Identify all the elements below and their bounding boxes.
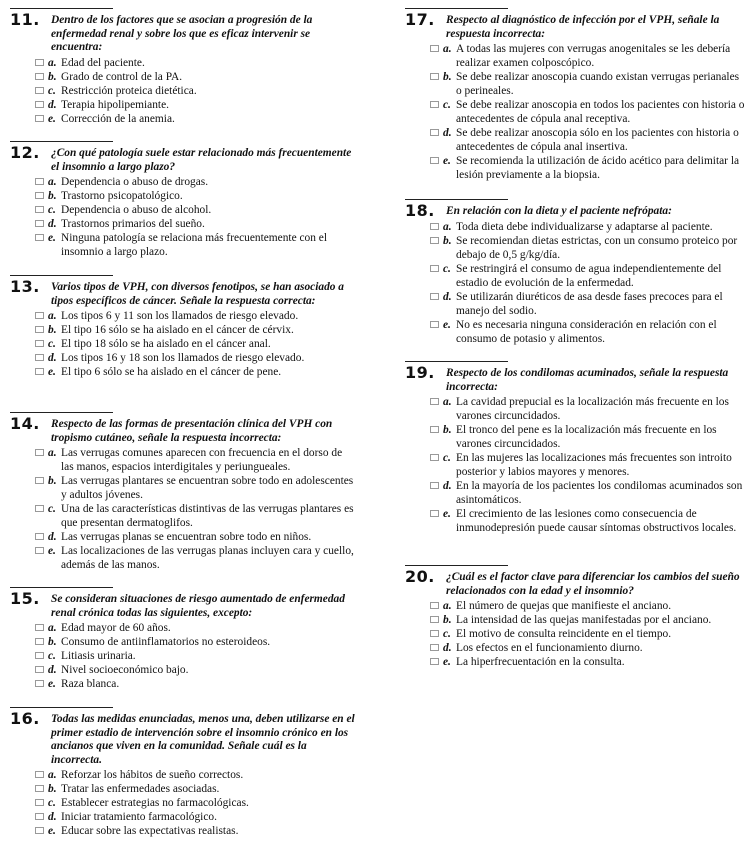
question-number: 12. [10,143,40,162]
checkbox[interactable] [430,644,439,651]
option-b[interactable] [35,70,355,84]
question-text: Respecto al diagnóstico de infección por el VPH, señale la respuesta incorrecta: [446,14,720,40]
option-letter: b. [48,475,57,487]
question-text: Se consideran situaciones de riesgo aumentado de enfermedad renal crónica todas las siguientes, excepto: [51,593,345,619]
option-text: Reforzar los hábitos de sueño correctos. [61,769,244,781]
question-header [10,412,355,445]
question-number: 11. [10,10,40,29]
question-text: Respecto de las formas de presentación clínica del VPH con tropismo cutáneo, señale la respuesta incorrecta: [51,418,333,444]
option-letter: a. [48,176,57,188]
option-c[interactable] [430,627,745,641]
question-number: 18. [405,201,435,220]
option-a[interactable] [430,220,745,234]
options-list [35,56,355,126]
checkbox[interactable] [35,638,44,645]
question-text: En relación con la dieta y el paciente nefrópata: [446,205,672,217]
option-text: Iniciar tratamiento farmacológico. [61,811,217,823]
question-header [405,361,745,394]
option-text: Educar sobre las expectativas realistas. [61,825,239,837]
option-text: El tipo 16 sólo se ha aislado en el cáncer de cérvix. [61,324,294,336]
option-letter: e. [48,366,56,378]
option-b[interactable] [430,234,745,262]
checkbox[interactable] [35,666,44,673]
option-text: No es necesaria ninguna consideración en relación con el consumo de potasio y alimentos. [456,318,717,345]
option-text: En las mujeres las localizaciones más frecuentes son introito posterior y labios mayores y menores. [456,452,732,478]
option-b[interactable] [430,423,745,451]
option-b[interactable] [35,323,355,337]
option-letter: e. [443,318,451,331]
option-text: Establecer estrategias no farmacológicas. [61,797,249,809]
checkbox[interactable] [35,827,44,834]
option-a[interactable] [35,56,355,70]
question-header [10,707,355,767]
question-block [10,707,355,838]
checkbox[interactable] [35,59,44,66]
question-block [10,141,355,259]
checkbox[interactable] [35,87,44,94]
question-header [10,8,355,55]
option-text: Corrección de la anemia. [61,112,175,125]
option-c[interactable] [35,796,355,810]
option-e[interactable] [430,507,745,535]
question-number: 13. [10,277,40,296]
option-text: Grado de control de la PA. [61,70,183,83]
option-e[interactable] [35,112,355,126]
option-text: A todas las mujeres con verrugas anogenitales se les debería realizar examen colposcópico. [456,43,731,69]
option-d[interactable] [430,641,745,655]
option-e[interactable] [35,231,355,259]
question-header [405,199,745,219]
option-letter: a. [443,43,452,55]
option-b[interactable] [35,189,355,203]
option-a[interactable] [430,599,745,613]
option-text: Consumo de antiinflamatorios no esteroideos. [61,636,271,648]
option-letter: a. [443,220,452,233]
options-list [35,175,355,259]
question-block [10,275,355,379]
option-letter: d. [48,98,57,111]
option-text: La intensidad de las quejas manifestadas por el anciano. [456,614,712,626]
option-letter: d. [443,290,452,303]
option-e[interactable] [430,154,745,182]
option-text: Se recomienda la utilización de ácido acético para delimitar la lesión previamente a la biopsia. [456,155,740,181]
option-text: Las localizaciones de las verrugas planas incluyen cara y cuello, además de las manos. [61,545,354,571]
checkbox[interactable] [35,312,44,319]
checkbox[interactable] [430,237,439,244]
checkbox[interactable] [430,426,439,433]
checkbox[interactable] [35,115,44,122]
question-block [10,412,355,572]
options-list [430,395,745,535]
option-a[interactable] [35,309,355,323]
option-letter: e. [48,678,56,690]
option-c[interactable] [430,451,745,479]
option-text: La cavidad prepucial es la localización más frecuente en los varones circuncidados. [456,396,729,422]
option-text: Nivel socioeconómico bajo. [61,664,189,676]
checkbox[interactable] [35,799,44,806]
option-text: Dependencia o abuso de drogas. [61,176,209,188]
question-text: Todas las medidas enunciadas, menos una, deben utilizarse en el primer estadio de intervención sobre el insomnio crónico en los ancianos que viven en la comunidad. Señale cuál es la incorrecta. [51,713,355,766]
question-header [405,8,745,41]
checkbox[interactable] [35,449,44,456]
checkbox[interactable] [35,326,44,333]
question-text: Respecto de los condilomas acuminados, señale la respuesta incorrecta: [446,367,729,393]
checkbox[interactable] [35,477,44,484]
option-text: Restricción proteica dietética. [61,84,197,97]
option-text: El tronco del pene es la localización más frecuente en los varones circuncidados. [456,424,717,450]
checkbox[interactable] [430,73,439,80]
option-text: Se recomiendan dietas estrictas, con un consumo proteico por debajo de 0,5 g/kg/día. [456,234,738,261]
option-letter: b. [48,636,57,648]
checkbox[interactable] [35,220,44,227]
option-text: En la mayoría de los pacientes los condilomas acuminados son asintomáticos. [456,480,743,506]
option-a[interactable] [35,621,355,635]
option-letter: d. [443,127,452,139]
option-text: Edad del paciente. [61,56,145,69]
option-text: Se debe realizar anoscopia sólo en los pacientes con historia o antecedentes de cópula anal insertiva. [456,127,739,153]
option-letter: c. [48,503,56,515]
option-letter: a. [48,447,57,459]
option-e[interactable] [430,318,745,346]
option-text: El tipo 6 sólo se ha aislado en el cáncer de pene. [61,366,282,378]
option-letter: c. [443,628,451,640]
option-letter: e. [48,825,56,837]
checkbox[interactable] [35,785,44,792]
option-letter: b. [48,190,57,202]
option-letter: c. [443,452,451,464]
option-a[interactable] [35,446,355,474]
option-letter: d. [443,642,452,654]
option-letter: d. [48,531,57,543]
option-letter: b. [443,234,452,247]
option-d[interactable] [35,98,355,112]
checkbox[interactable] [430,510,439,517]
question-text: Dentro de los factores que se asocian a progresión de la enfermedad renal y sobre los que es eficaz intervenir se encuentra: [51,14,313,53]
option-letter: e. [48,545,56,557]
option-text: Terapia hipolipemiante. [61,98,170,111]
option-text: Las verrugas plantares se encuentran sobre todo en adolescentes y adultos jóvenes. [61,475,354,501]
option-text: El tipo 18 sólo se ha aislado en el cáncer anal. [61,338,271,350]
option-d[interactable] [35,663,355,677]
option-letter: a. [48,769,57,781]
option-text: El crecimiento de las lesiones como consecuencia de inmunodepresión puede causar síntomas obstructivos locales. [456,508,737,534]
checkbox[interactable] [35,547,44,554]
option-text: La hiperfrecuentación en la consulta. [456,656,625,668]
option-text: El número de quejas que manifieste el anciano. [456,600,672,612]
option-c[interactable] [35,84,355,98]
checkbox[interactable] [35,73,44,80]
checkbox[interactable] [35,340,44,347]
question-text: ¿Con qué patología suele estar relacionado más frecuentemente el insomnio a largo plazo? [51,147,352,173]
option-b[interactable] [430,613,745,627]
options-list [35,768,355,838]
option-b[interactable] [35,782,355,796]
option-letter: d. [48,664,57,676]
checkbox[interactable] [430,616,439,623]
checkbox[interactable] [430,398,439,405]
option-text: Trastorno psicopatológico. [61,190,183,202]
question-text: Varios tipos de VPH, con diversos fenotipos, se han asociado a tipos específicos de cáncer. Señale la respuesta correcta: [51,281,345,307]
checkbox[interactable] [35,771,44,778]
question-header [405,565,745,598]
option-letter: b. [443,424,452,436]
option-text: Se debe realizar anoscopia cuando existan verrugas perianales o perineales. [456,71,740,97]
option-d[interactable] [35,530,355,544]
option-letter: d. [48,811,57,823]
option-letter: c. [48,84,56,97]
options-list [35,309,355,379]
option-e[interactable] [35,365,355,379]
options-list [430,220,745,346]
option-text: Los tipos 16 y 18 son los llamados de riesgo elevado. [61,352,305,364]
option-text: Ninguna patología se relaciona más frecuentemente con el insomnio a largo plazo. [61,232,327,258]
checkbox[interactable] [35,533,44,540]
checkbox[interactable] [430,321,439,328]
option-letter: a. [48,622,57,634]
question-block [10,8,355,126]
question-text: ¿Cuál es el factor clave para diferenciar los cambios del sueño relacionados con la edad y el insomnio? [446,571,740,597]
option-c[interactable] [35,203,355,217]
option-letter: a. [443,396,452,408]
option-text: Los efectos en el funcionamiento diurno. [456,642,643,654]
checkbox[interactable] [430,129,439,136]
option-a[interactable] [430,395,745,423]
question-header [10,141,355,174]
option-e[interactable] [430,655,745,669]
option-letter: a. [48,56,57,69]
options-list [35,446,355,572]
checkbox[interactable] [35,178,44,185]
checkbox[interactable] [35,680,44,687]
question-block [405,361,745,535]
checkbox[interactable] [430,602,439,609]
checkbox[interactable] [430,45,439,52]
question-header [10,275,355,308]
checkbox[interactable] [35,354,44,361]
checkbox[interactable] [35,101,44,108]
option-letter: c. [48,650,56,662]
checkbox[interactable] [35,652,44,659]
option-e[interactable] [35,824,355,838]
option-text: Las verrugas comunes aparecen con frecuencia en el dorso de las manos, espacios interdigitales y periungueales. [61,447,343,473]
option-text: El motivo de consulta reincidente en el tiempo. [456,628,672,640]
question-number: 14. [10,414,40,433]
option-letter: d. [443,480,452,492]
option-a[interactable] [35,175,355,189]
question-number: 15. [10,589,40,608]
question-block [10,587,355,691]
option-a[interactable] [35,768,355,782]
checkbox[interactable] [430,223,439,230]
option-a[interactable] [430,42,745,70]
option-letter: c. [443,262,451,275]
option-text: Los tipos 6 y 11 son los llamados de riesgo elevado. [61,310,299,322]
option-d[interactable] [430,126,745,154]
option-c[interactable] [35,649,355,663]
option-c[interactable] [430,262,745,290]
option-text: Se restringirá el consumo de agua independientemente del estadio de evolución de la enfermedad. [456,262,722,289]
option-letter: b. [48,324,57,336]
option-text: Una de las características distintivas de las verrugas plantares es que presentan dermatoglifos. [61,503,354,529]
checkbox[interactable] [430,658,439,665]
option-letter: b. [443,71,452,83]
option-letter: b. [443,614,452,626]
checkbox[interactable] [35,234,44,241]
checkbox[interactable] [35,505,44,512]
question-number: 17. [405,10,435,29]
option-e[interactable] [35,544,355,572]
option-c[interactable] [430,98,745,126]
question-header [10,587,355,620]
option-text: Edad mayor de 60 años. [61,622,171,634]
option-c[interactable] [35,337,355,351]
option-c[interactable] [35,502,355,530]
option-letter: b. [48,783,57,795]
option-letter: a. [48,310,57,322]
option-d[interactable] [35,351,355,365]
checkbox[interactable] [430,293,439,300]
checkbox[interactable] [35,368,44,375]
option-text: Se debe realizar anoscopia en todos los pacientes con historia o antecedentes de cópula anal receptiva. [456,99,745,125]
option-text: Las verrugas planas se encuentran sobre todo en niños. [61,531,312,543]
option-text: Dependencia o abuso de alcohol. [61,204,212,216]
checkbox[interactable] [35,624,44,631]
options-list [430,42,745,182]
option-b[interactable] [430,70,745,98]
option-text: Raza blanca. [61,678,120,690]
option-letter: e. [443,656,451,668]
option-letter: e. [48,232,56,244]
option-d[interactable] [35,217,355,231]
checkbox[interactable] [35,206,44,213]
checkbox[interactable] [430,482,439,489]
option-letter: d. [48,352,57,364]
question-block [405,565,745,669]
checkbox[interactable] [35,192,44,199]
checkbox[interactable] [430,101,439,108]
checkbox[interactable] [35,813,44,820]
option-d[interactable] [430,290,745,318]
option-letter: e. [443,155,451,167]
option-text: Se utilizarán diuréticos de asa desde fases precoces para el manejo del sodio. [456,290,723,317]
option-text: Litiasis urinaria. [61,650,136,662]
question-block [405,8,745,182]
options-list [35,621,355,691]
checkbox[interactable] [430,157,439,164]
option-text: Tratar las enfermedades asociadas. [61,783,220,795]
option-b[interactable] [35,635,355,649]
option-letter: c. [48,338,56,350]
checkbox[interactable] [430,454,439,461]
option-letter: e. [443,508,451,520]
checkbox[interactable] [430,265,439,272]
option-letter: c. [443,99,451,111]
option-letter: d. [48,218,57,230]
question-number: 16. [10,709,40,728]
option-d[interactable] [35,810,355,824]
option-text: Toda dieta debe individualizarse y adaptarse al paciente. [456,220,713,233]
option-letter: a. [443,600,452,612]
question-number: 19. [405,363,435,382]
option-letter: b. [48,70,57,83]
option-text: Trastornos primarios del sueño. [61,218,205,230]
option-letter: e. [48,112,56,125]
option-b[interactable] [35,474,355,502]
option-d[interactable] [430,479,745,507]
question-block [405,199,745,346]
option-e[interactable] [35,677,355,691]
question-number: 20. [405,567,435,586]
options-list [430,599,745,669]
option-letter: c. [48,797,56,809]
option-letter: c. [48,204,56,216]
checkbox[interactable] [430,630,439,637]
